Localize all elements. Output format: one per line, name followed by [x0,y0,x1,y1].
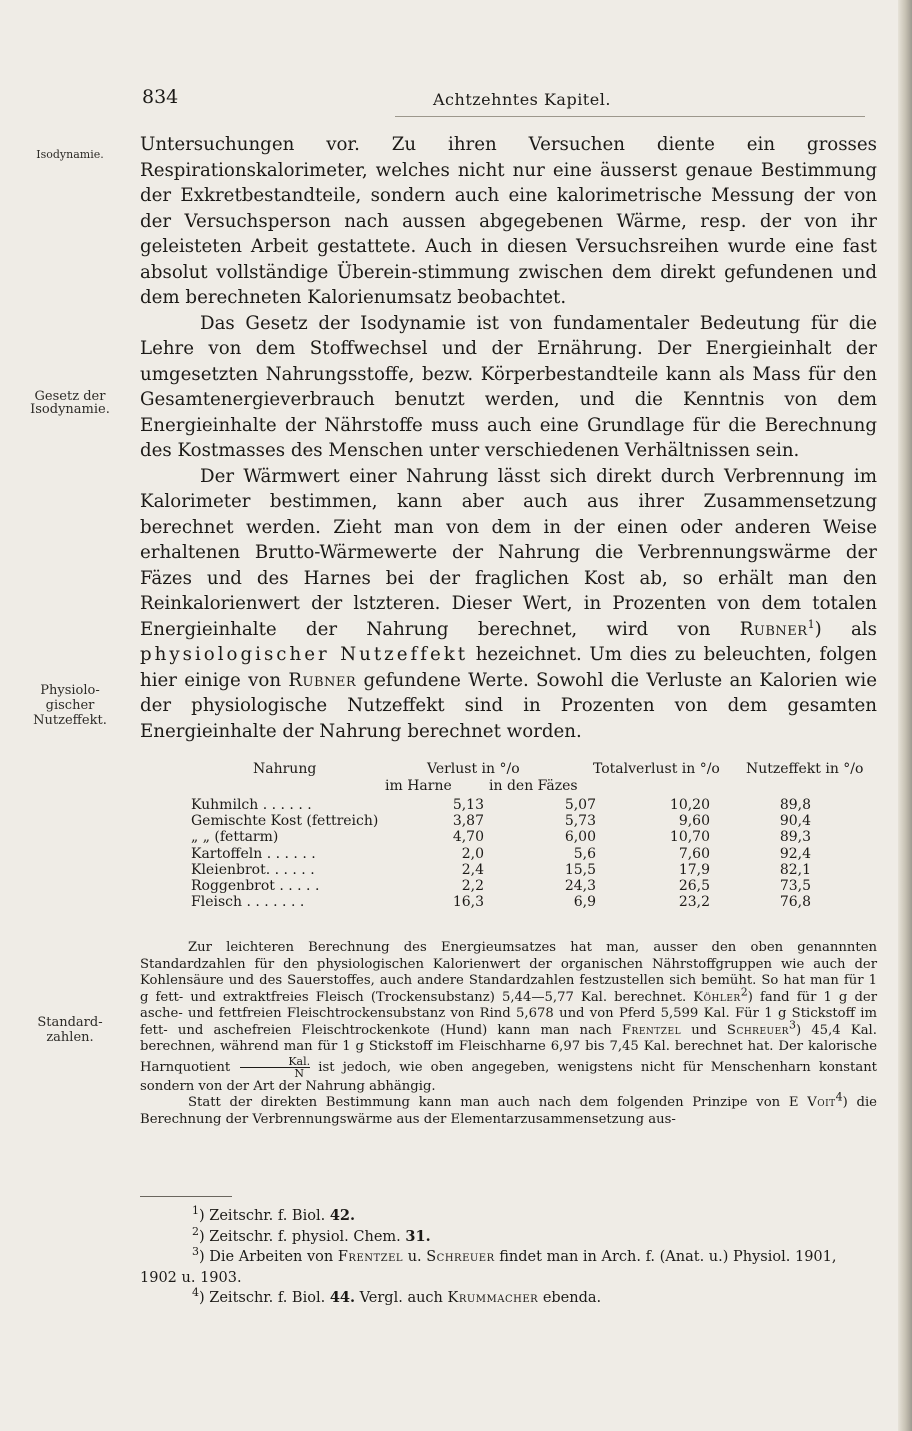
running-title: Achtzehntes Kapitel. [433,90,611,109]
footnote-mark: 4 [192,1286,199,1300]
table-row [191,878,891,894]
margin-note-standardzahlen [0,1015,140,1045]
cell-faezes: 5,73 [564,813,596,830]
paragraph-1: Untersuchungen vor. Zu ihren Versuchen diente ein grosses Respirationskalorimeter, welches nicht nur eine äusserst genaue Bestimmung der Exkretbestandteile, sondern auch eine kalorimetrische Messung der von der Versuchsperson nach aussen abgegebenen Wärme, resp. der von ihr geleisteten Arbeit gestattete. Auch in diesen Versuchsreihen wurde eine fast absolut vollständige Überein-stimmung zwischen dem direkt gefundenen und dem berechneten Kalorienumsatz beobachtet. [140,134,877,308]
header-rule [395,116,865,117]
footnote-3: $^3$) Die Arbeiten von Frentzel u. Schreuer findet man in Arch. f. (Anat. u.) Physiol. 1901, 1902 u. 1903. [140,1245,837,1286]
small-print-section [140,940,877,1128]
page-header [0,86,912,126]
footnote-4: $^4$) Zeitschr. f. Biol. 44. Vergl. auch Krummacher ebenda. [192,1286,602,1306]
cell-totalverlust: 17,9 [678,861,710,878]
cell-nahrung: Gemischte Kost (fettreich) [191,813,379,830]
paragraph-2: Das Gesetz der Isodynamie ist von fundamentaler Bedeutung für die Lehre von dem Stoffwechsel und der Ernährung. Der Energieinhalt der umgesetzten Nahrungsstoffe, bezw. Körperbestandteile kann als Mass für den Gesamtenergieverbrauch benutzt werden, und die Kenntnis von dem Energieinhalte der Nährstoffe muss auch eine Grundlage für die Berechnung des Kostmasses des Menschen unter verschiedenen Verhältnissen sein. [140,312,877,461]
author-name: Frentzel [337,1249,404,1265]
table-row [191,862,891,878]
cell-faezes: 5,6 [573,845,596,862]
data-table [191,761,891,910]
table-row [191,829,891,845]
margin-note-line: Gesetz der [34,389,106,404]
cell-nahrung: Kartoffeln . . . . . . [191,845,316,862]
header-nahrung: Nahrung [253,761,317,777]
header-im-harne: im Harne [385,778,452,794]
small-paragraph: Statt der direkten Bestimmung kann man auch nach dem folgenden Prinzipe von E Voit$^4$) die Berechnung der Verbrennungswärme aus der Elementarzusammensetzung aus- [140,1090,877,1127]
margin-note-line: Nutzeffekt. [33,713,107,728]
table-row [191,797,891,813]
emphasized-term: physiologischer Nutzeffekt [140,644,469,665]
text-run: fand für 1 g der asche- und fettfreien Fleischtrockensubstanz von Rind 5,678 und von Pferd 5,599 Kal. Für 1 g Stickstoff im fett- und aschefreien Fleischtrockenkote (Hund) kann man nach [140,989,877,1038]
margin-note-nutzeffekt [0,683,140,728]
footnote-mark: 3 [192,1245,199,1259]
cell-totalverlust: 10,70 [669,829,710,846]
fraction-numerator: Kal. [240,1056,310,1068]
header-in-den-faezes: in den Fäzes [489,778,578,794]
margin-note-line: Isodynamie. [30,402,110,417]
footnote-ref: 1 [807,617,815,631]
author-name: Voit [807,1095,836,1110]
cell-faezes: 5,07 [564,797,596,813]
footnotes [140,1206,877,1309]
cell-nutzeffekt: 89,3 [779,829,811,846]
main-text [140,132,877,744]
header-nutzeffekt: Nutzeffekt in °/o [746,761,864,777]
footnote-1: $^1$) Zeitschr. f. Biol. 42. [192,1204,356,1224]
footnote-2: $^2$) Zeitschr. f. physiol. Chem. 31. [192,1224,431,1245]
author-name: Krummacher [447,1290,539,1306]
text-run: hezeichnet. Um dies zu beleuchten, folgen hier einige von [140,644,877,691]
cell-totalverlust: 9,60 [678,813,710,830]
cell-faezes: 6,9 [573,894,596,911]
margin-note-isodynamie: Isodynamie. [36,148,104,161]
cell-faezes: 15,5 [564,861,596,878]
header-totalverlust: Totalverlust in °/o [593,761,720,777]
margin-note-gesetz [0,390,140,416]
cell-harne: 2,2 [461,877,484,894]
text-run: Zur leichteren Berechnung des Energieumsatzes hat man, ausser den oben genannnten Standardzahlen für den physiologischen Kalorienwert der organischen Nährstoffgruppen wie auch der Kohlensäure und des Sauerstoffes, auch andere Standardzahlen festzustellen sich bemüht. So hat man für 1 g fett- und extraktfreies Fleisch (Trockensubstanz) 5,44—5,77 Kal. berechnet. [140,940,877,1005]
footnote-text: u. [407,1249,422,1265]
cell-nutzeffekt: 82,1 [779,861,811,878]
cell-nahrung: Kuhmilch . . . . . . [191,797,312,813]
footnote-ref: 2 [740,985,748,999]
footnote-text: Die Arbeiten von [209,1249,334,1265]
author-name: Rubner [739,618,808,640]
author-name: Rubner [288,669,357,691]
volume-number: 42. [329,1207,356,1224]
cell-harne: 5,13 [452,797,484,813]
margin-note-line: gischer [45,698,95,713]
footnote-text: Vergl. auch [359,1290,443,1306]
margin-note-line: zahlen. [46,1030,94,1045]
footnote-text: Zeitschr. f. physiol. Chem. [209,1228,401,1245]
harnquotient-fraction [240,1056,310,1079]
page-edge [898,0,912,1431]
table-row [191,846,891,862]
text-run: gefundene Werte. Sowohl die Verluste an Kalorien wie der physiologische Nutzeffekt sind in Prozenten von dem gesamten Energieinhalte der Nahrung berechnet worden. [140,669,877,742]
footnote-mark: 2 [192,1224,199,1238]
author-name: Schreuer [426,1249,495,1265]
margin-note-line: Standard- [37,1015,103,1030]
cell-harne: 3,87 [452,813,484,830]
text-run: ist jedoch, wie oben angegeben, wenigstens nicht für Menschenharn konstant sondern von der Art der Nahrung abhängig. [140,1059,877,1094]
text-run: Statt der direkten Bestimmung kann man auch nach dem folgenden Prinzipe von E [188,1095,799,1110]
cell-totalverlust: 26,5 [678,877,710,894]
footnote-ref: 3 [788,1018,796,1032]
cell-nutzeffekt: 92,4 [779,845,811,862]
cell-totalverlust: 10,20 [669,797,710,813]
fraction-denominator: N [294,1066,305,1080]
text-run: 45,4 Kal. berechnen, während man für 1 g Stickstoff im Fleischharne 6,97 bis 7,45 Kal. berechnet hat. Der kalorische Harnquotient [140,1022,877,1075]
cell-harne: 2,4 [461,861,484,878]
paragraph-3: Der Wärmwert einer Nahrung lässt sich direkt durch Verbrennung im Kalorimeter bestimmen, kann aber auch aus ihrer Zusammensetzung berechnet werden. Zieht man von dem in der einen oder anderen Weise erhaltenen Brutto-Wärmewerte der Nahrung die Verbrennungswärme der Fäzes und des Harnes bei der fraglichen Kost ab, so erhält man den Reinkalorienwert der lstzteren. Dieser Wert, in Prozenten von dem totalen Energieinhalte der Nahrung berechnet, wird von Rubner$^1$) als physiologischer Nutzeffekt hezeichnet. Um dies zu beleuchten, folgen hier einige von Rubner gefundene Werte. Sowohl die Verluste an Kalorien wie der physiologische Nutzeffekt sind in Prozenten von dem gesamten Energieinhalte der Nahrung berechnet worden. [140,465,877,742]
cell-nahrung: Kleienbrot. . . . . . [191,861,315,878]
header-verlust: Verlust in °/o [427,761,520,777]
text-run: und [691,1022,717,1038]
table-body [191,797,891,910]
cell-nahrung: „ „ (fettarm) [191,829,279,846]
cell-nahrung: Roggenbrot . . . . . [191,877,320,894]
cell-nutzeffekt: 73,5 [779,877,811,894]
cell-nutzeffekt: 89,8 [779,797,811,813]
text-run: Der Wärmwert einer Nahrung lässt sich direkt durch Verbrennung im Kalorimeter bestimmen, kann aber auch aus ihrer Zusammensetzung berechnet werden. Zieht man von dem in der einen oder anderen Weise erhaltenen Brutto-Wärmewerte der Nahrung die Verbrennungswärme der Fäzes und des Harnes bei der fraglichen Kost ab, so erhält man den Reinkalorienwert der lstzteren. Dieser Wert, in Prozenten von dem totalen Energieinhalte der Nahrung berechnet, wird von [140,465,877,640]
footnote-ref: 4 [835,1090,843,1104]
cell-harne: 2,0 [461,845,484,862]
cell-faezes: 24,3 [564,877,596,894]
volume-number: 31. [405,1227,431,1245]
table-row [191,894,891,910]
cell-nutzeffekt: 90,4 [779,813,811,830]
small-paragraph: Zur leichteren Berechnung des Energieumsatzes hat man, ausser den oben genannnten Standardzahlen für den physiologischen Kalorienwert der organischen Nährstoffgruppen wie auch der Kohlensäure und des Sauerstoffes, auch andere Standardzahlen festzustellen sich bemüht. So hat man für 1 g fett- und extraktfreies Fleisch (Trockensubstanz) 5,44—5,77 Kal. berechnet. Köhler$^2$) fand für 1 g der asche- und fettfreien Fleischtrockensubstanz von Rind 5,678 und von Pferd 5,599 Kal. Für 1 g Stickstoff im fett- und aschefreien Fleischtrockenkote (Hund) kann man nach Frentzel und Schreuer$^3$) 45,4 Kal. berechnen, während man für 1 g Stickstoff im Fleischharne 6,97 bis 7,45 Kal. berechnet hat. Der kalorische Harnquotient $\frac{\text{Kal.}}{N}$ ist jedoch, wie oben angegeben, wenigstens nicht für Menschenharn konstant sondern von der Art der Nahrung abhängig. [140,940,877,1094]
table-row [191,813,891,829]
footnote-text: findet man in Arch. f. (Anat. u.) Physiol. 1901, 1902 u. 1903. [140,1249,837,1286]
text-run: die Berechnung der Verbrennungswärme aus der Elementarzusammensetzung aus- [140,1095,877,1127]
text-run: als [850,618,877,640]
footnote-text: Zeitschr. f. Biol. [209,1208,326,1224]
cell-totalverlust: 23,2 [678,894,710,911]
volume-number: 44. [329,1289,356,1306]
footnote-mark: 1 [192,1204,199,1218]
author-name: Köhler [693,989,741,1005]
page-number: 834 [142,86,179,108]
cell-nutzeffekt: 76,8 [779,894,811,911]
footnote-text: Zeitschr. f. Biol. [209,1290,326,1306]
author-name: Schreuer [726,1022,789,1038]
author-name: Frentzel [621,1022,682,1038]
cell-harne: 16,3 [452,894,484,911]
table-header [191,761,891,797]
footnote-text: ebenda. [542,1290,602,1306]
cell-totalverlust: 7,60 [678,845,710,862]
cell-harne: 4,70 [452,829,484,846]
footnote-rule [140,1196,232,1197]
cell-faezes: 6,00 [564,829,596,846]
cell-nahrung: Fleisch . . . . . . . [191,894,305,911]
margin-note-line: Physiolo- [40,683,100,698]
